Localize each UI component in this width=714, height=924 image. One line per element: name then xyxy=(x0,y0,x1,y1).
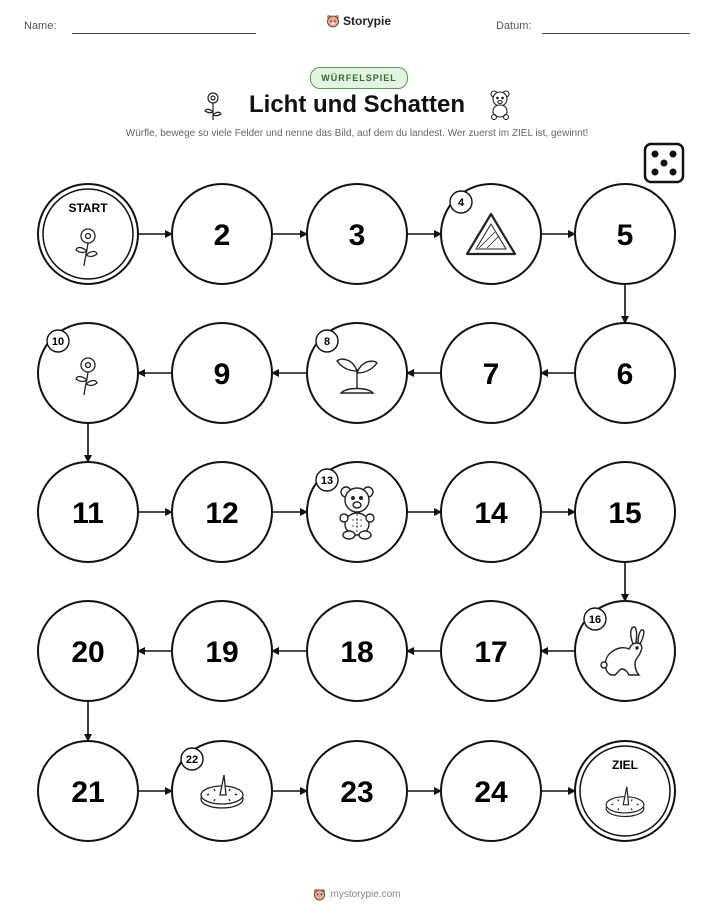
space-number: 22 xyxy=(185,754,199,766)
board-space xyxy=(575,601,675,701)
page-title: Licht und Schatten xyxy=(249,91,465,118)
board-space xyxy=(307,462,407,562)
board-space xyxy=(307,323,407,423)
space-number: 14 xyxy=(474,497,508,530)
space-number: 13 xyxy=(320,475,334,487)
board-space xyxy=(575,462,675,562)
board-space xyxy=(172,323,272,423)
space-number: 9 xyxy=(213,358,231,391)
footer-url: mystorypie.com xyxy=(330,889,401,900)
space-number: 18 xyxy=(340,636,374,669)
space-circle xyxy=(575,741,675,841)
space-number: 7 xyxy=(482,358,500,391)
board-space xyxy=(38,741,138,841)
board-space xyxy=(38,184,138,284)
board-space xyxy=(172,462,272,562)
space-number: 5 xyxy=(616,219,634,252)
space-number: 10 xyxy=(51,336,65,348)
space-number: 2 xyxy=(213,219,231,252)
name-label: Name: xyxy=(24,20,57,32)
board-space xyxy=(307,741,407,841)
board-space xyxy=(441,323,541,423)
board-space xyxy=(441,184,541,284)
space-number: 19 xyxy=(205,636,239,669)
space-number: 6 xyxy=(616,358,634,391)
board-space xyxy=(172,184,272,284)
space-number: 24 xyxy=(474,776,508,809)
board-space xyxy=(307,601,407,701)
space-number: 4 xyxy=(457,197,465,209)
date-label: Datum: xyxy=(496,20,532,32)
board-space xyxy=(172,601,272,701)
space-number: 15 xyxy=(608,497,642,530)
start-label: START xyxy=(68,201,108,215)
space-number: 20 xyxy=(71,636,105,669)
board-space xyxy=(575,741,675,841)
space-number: 8 xyxy=(323,336,331,348)
space-number: 17 xyxy=(474,636,508,669)
board-space xyxy=(575,184,675,284)
footer xyxy=(0,888,714,901)
board-space xyxy=(307,184,407,284)
board-space xyxy=(38,323,138,423)
brand-name: Storypie xyxy=(343,14,392,28)
board-space xyxy=(441,601,541,701)
board-space xyxy=(38,462,138,562)
board-space xyxy=(441,741,541,841)
space-number: 12 xyxy=(205,497,239,530)
space-number: 16 xyxy=(588,614,602,626)
space-number: 11 xyxy=(72,497,104,530)
space-number: 21 xyxy=(71,776,105,809)
board-spaces xyxy=(38,184,675,841)
bear-logo-icon xyxy=(313,888,326,901)
instructions: Würfle, bewege so viele Felder und nenne das Bild, auf dem du landest. Wer zuerst im ZIEL ist, gewinnt! xyxy=(125,128,589,139)
board-space xyxy=(172,741,272,841)
goal-label: ZIEL xyxy=(612,758,638,772)
board-space xyxy=(38,601,138,701)
space-number: 23 xyxy=(340,776,374,809)
game-type-badge: WÜRFELSPIEL xyxy=(310,67,408,89)
board-space xyxy=(441,462,541,562)
board-space xyxy=(575,323,675,423)
space-number: 3 xyxy=(348,219,366,252)
